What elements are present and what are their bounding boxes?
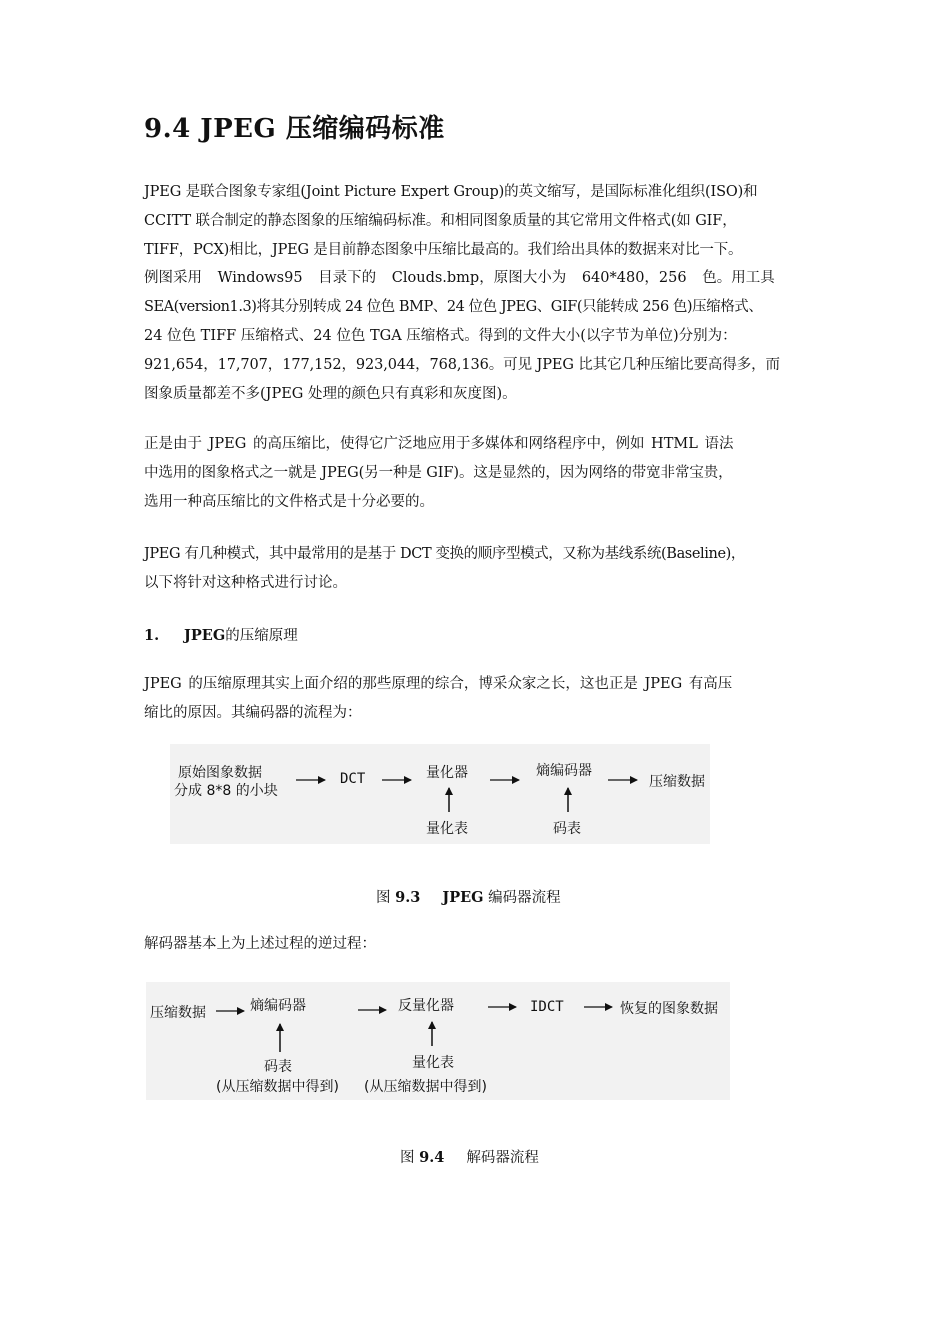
text-line: 图象质量都差不多(JPEG 处理的颜色只有真彩和灰度图)。	[144, 385, 517, 402]
entropy-encoder-label: 熵编码器	[536, 763, 592, 779]
text-line: JPEG 是联合图象专家组(Joint Picture Expert Group)的英文缩写，是国际标准化组织(ISO)和	[144, 184, 758, 200]
text-line: JPEG 的压缩原理其实上面介绍的那些原理的综合，博采众家之长，这也正是 JPEG 有高压	[144, 676, 733, 692]
source-block-label: 分成 8*8 的小块	[174, 783, 278, 799]
text-line: 解码器基本上为上述过程的逆过程：	[144, 936, 376, 952]
subsection-heading	[144, 624, 298, 645]
paragraph-decoder-intro	[144, 930, 806, 959]
caption-prefix: 图	[400, 1150, 415, 1166]
text-line: SEA(version1.3)将其分别转成 24 位色 BMP、24 位色 JPEG、GIF(只能转成 256 色)压缩格式、	[144, 299, 763, 316]
idct-label: IDCT	[530, 999, 564, 1015]
text-line: 中选用的图象格式之一就是 JPEG(另一种是 GIF)。这是显然的，因为网络的带宽非常宝贵，	[144, 464, 733, 481]
quant-table-label: 量化表	[412, 1055, 454, 1071]
paragraph-jpeg-modes	[144, 540, 806, 598]
paragraph-compression-principle	[144, 670, 806, 728]
caption-keyword: JPEG	[442, 889, 484, 906]
caption-prefix: 图	[376, 890, 391, 906]
text-line: CCITT 联合制定的静态图象的压缩编码标准。和相同图象质量的其它常用文件格式(如 GIF，	[144, 212, 737, 229]
text-line: JPEG 有几种模式，其中最常用的是基于 DCT 变换的顺序型模式，又称为基线系统(Baseline)，	[144, 546, 745, 562]
figure-caption-encoder	[376, 886, 561, 907]
text-line: 例图采用 Windows95 目录下的 Clouds.bmp，原图大小为 640*480，256 色。用工具	[144, 270, 775, 287]
subsection-keyword: JPEG	[184, 627, 226, 644]
compressed-data-input-label: 压缩数据	[150, 1005, 206, 1021]
figure-caption-decoder	[400, 1146, 539, 1167]
caption-text: 编码器流程	[488, 890, 561, 906]
text-line: 选用一种高压缩比的文件格式是十分必要的。	[144, 493, 434, 510]
text-line: 缩比的原因。其编码器的流程为：	[144, 704, 362, 721]
text-line: 正是由于 JPEG 的高压缩比，使得它广泛地应用于多媒体和网络程序中，例如 HTML 语法	[144, 436, 734, 452]
dequantizer-label: 反量化器	[398, 998, 454, 1014]
code-table-label: 码表	[264, 1059, 292, 1075]
text-line: 921,654，17,707，177,152，923,044，768,136。可见 JPEG 比其它几种压缩比要高得多，而	[144, 356, 780, 373]
compressed-data-label: 压缩数据	[649, 774, 705, 790]
code-table-label: 码表	[553, 821, 581, 837]
text-line: TIFF，PCX)相比，JPEG 是目前静态图象中压缩比最高的。我们给出具体的数据来对比一下。	[144, 241, 743, 258]
decoder-flow-figure	[146, 982, 730, 1100]
quant-table-note: (从压缩数据中得到)	[364, 1079, 487, 1095]
entropy-decoder-label: 熵编码器	[250, 998, 306, 1014]
quant-table-label: 量化表	[426, 821, 468, 837]
dct-label: DCT	[340, 771, 366, 787]
code-table-note: (从压缩数据中得到)	[216, 1079, 339, 1095]
caption-text: 解码器流程	[466, 1150, 539, 1166]
encoder-flow-figure	[170, 744, 710, 844]
paragraph-jpeg-usage	[144, 430, 806, 516]
subsection-number: 1.	[144, 627, 160, 644]
subsection-title: 的压缩原理	[225, 628, 298, 644]
text-line: 24 位色 TIFF 压缩格式、24 位色 TGA 压缩格式。得到的文件大小(以字节为单位)分别为：	[144, 327, 737, 344]
source-data-label: 原始图象数据	[178, 765, 262, 781]
quantizer-label: 量化器	[426, 765, 468, 781]
caption-number: 9.4	[419, 1149, 445, 1166]
paragraph-jpeg-intro	[144, 178, 806, 408]
section-heading: 9.4 JPEG 压缩编码标准	[144, 114, 445, 144]
caption-number: 9.3	[395, 889, 421, 906]
restored-image-label: 恢复的图象数据	[620, 1001, 718, 1017]
text-line: 以下将针对这种格式进行讨论。	[144, 574, 347, 591]
